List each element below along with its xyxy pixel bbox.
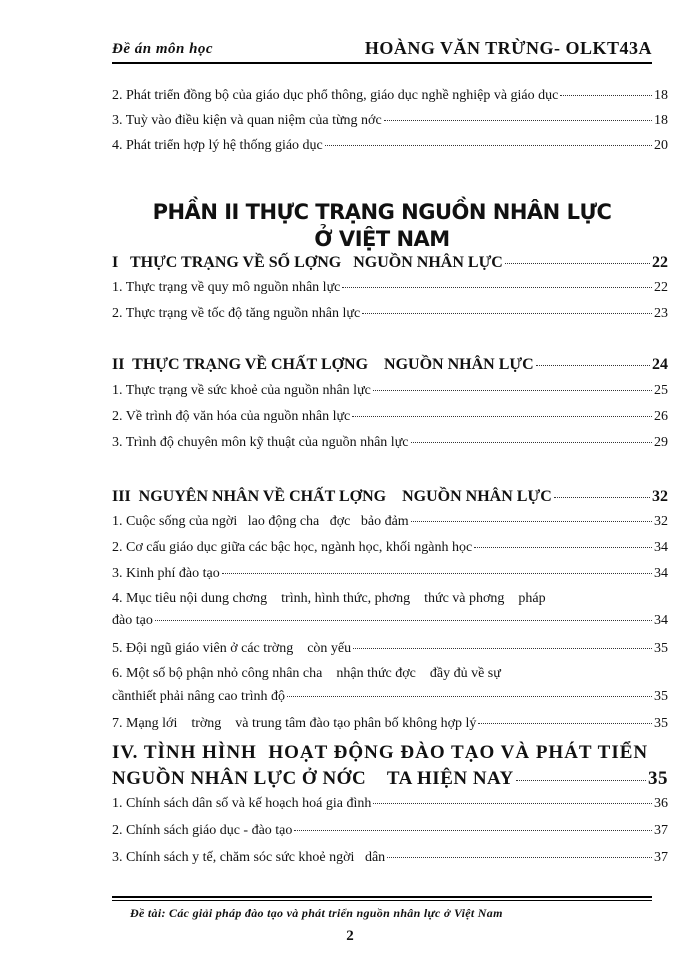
dot-leader <box>373 390 652 391</box>
toc-section-heading[interactable]: II THỰC TRẠNG VỀ CHẤT LỢNG NGUỒN NHÂN LỰC 24 <box>112 356 668 373</box>
dot-leader <box>155 620 652 621</box>
dot-leader <box>325 145 652 146</box>
toc-section-heading-line1: IV. TÌNH HÌNH HOẠT ĐỘNG ĐÀO TẠO VÀ PHÁT TIỂN <box>112 742 649 763</box>
toc-entry[interactable]: 3. Tuỳ vào điều kiện và quan niệm của từng nớc 18 <box>112 113 668 128</box>
toc-entry[interactable]: cầnthiết phải nâng cao trình độ 35 <box>112 689 668 704</box>
dot-leader <box>352 416 652 417</box>
toc-entry[interactable]: 3. Chính sách y tế, chăm sóc sức khoẻ ngời dân 37 <box>112 850 668 865</box>
dot-leader <box>516 780 646 781</box>
dot-leader <box>362 313 652 314</box>
dot-leader <box>411 521 652 522</box>
dot-leader <box>387 857 652 858</box>
toc-entry[interactable]: 2. Về trình độ văn hóa của nguồn nhân lực 26 <box>112 409 668 424</box>
toc-section-heading[interactable]: NGUỒN NHÂN LỰC Ở NỚC TA HIỆN NAY 35 <box>112 768 668 789</box>
footer-divider <box>112 896 652 898</box>
page-number: 2 <box>346 928 354 944</box>
dot-leader <box>294 830 652 831</box>
dot-leader <box>373 803 652 804</box>
dot-leader <box>353 648 652 649</box>
toc-entry[interactable]: 1. Chính sách dân số và kế hoạch hoá gia đình 36 <box>112 796 668 811</box>
footer-text: Đề tài: Các giải pháp đào tạo và phát triển nguồn nhân lực ở Việt Nam <box>130 906 503 920</box>
dot-leader <box>560 95 652 96</box>
toc-entry[interactable]: 2. Thực trạng về tốc độ tăng nguồn nhân lực 23 <box>112 306 668 321</box>
toc-entry[interactable]: 3. Kinh phí đào tạo 34 <box>112 566 668 581</box>
toc-entry-line1: 6. Một số bộ phận nhỏ công nhân cha nhận thức đợc đầy đủ về sự <box>112 666 501 681</box>
toc-entry[interactable]: 2. Phát triển đồng bộ của giáo dục phổ thông, giáo dục nghề nghiệp và giáo dục 18 <box>112 88 668 103</box>
toc-entry[interactable]: 3. Trình độ chuyên môn kỹ thuật của nguồn nhân lực 29 <box>112 435 668 450</box>
page-header <box>112 38 652 60</box>
toc-section-heading[interactable]: I THỰC TRẠNG VỀ SỐ LỢNG NGUỒN NHÂN LỰC 22 <box>112 254 668 271</box>
dot-leader <box>554 497 650 498</box>
toc-entry[interactable]: đào tạo 34 <box>112 613 668 628</box>
toc-entry[interactable]: 1. Cuộc sống của ngời lao động cha đợc bảo đảm 32 <box>112 514 668 529</box>
toc-entry[interactable]: 2. Chính sách giáo dục - đào tạo 37 <box>112 823 668 838</box>
dot-leader <box>505 263 650 264</box>
header-right-text: HOÀNG VĂN TRỪNG- OLKT43A <box>364 38 652 58</box>
toc-entry-line1: 4. Mục tiêu nội dung chơng trình, hình thức, phơng thức và phơng pháp <box>112 591 546 606</box>
toc-entry[interactable]: 4. Phát triển hợp lý hệ thống giáo dục 20 <box>112 138 668 153</box>
footer-divider-thin <box>112 900 652 901</box>
part-title-line2: Ở VIỆT NAM <box>314 227 450 251</box>
toc-entry[interactable]: 2. Cơ cấu giáo dục giữa các bậc học, ngành học, khối ngành học 34 <box>112 540 668 555</box>
header-left-text: Đề án môn học <box>112 41 214 57</box>
dot-leader <box>287 696 652 697</box>
dot-leader <box>478 723 652 724</box>
dot-leader <box>411 442 652 443</box>
header-divider <box>112 62 652 64</box>
toc-entry[interactable]: 1. Thực trạng về quy mô nguồn nhân lực 22 <box>112 280 668 295</box>
toc-entry[interactable]: 5. Đội ngũ giáo viên ở các trờng còn yếu 35 <box>112 641 668 656</box>
toc-entry[interactable]: 1. Thực trạng về sức khoẻ của nguồn nhân lực 25 <box>112 383 668 398</box>
dot-leader <box>342 287 652 288</box>
dot-leader <box>384 120 652 121</box>
dot-leader <box>536 365 650 366</box>
part-title-line1: PHẦN II THỰC TRẠNG NGUỒN NHÂN LỰC <box>152 200 612 224</box>
dot-leader <box>222 573 652 574</box>
toc-section-heading[interactable]: III NGUYÊN NHÂN VỀ CHẤT LỢNG NGUỒN NHÂN LỰC 32 <box>112 488 668 505</box>
dot-leader <box>474 547 652 548</box>
toc-entry[interactable]: 7. Mạng lới trờng và trung tâm đào tạo phân bố không hợp lý 35 <box>112 716 668 731</box>
